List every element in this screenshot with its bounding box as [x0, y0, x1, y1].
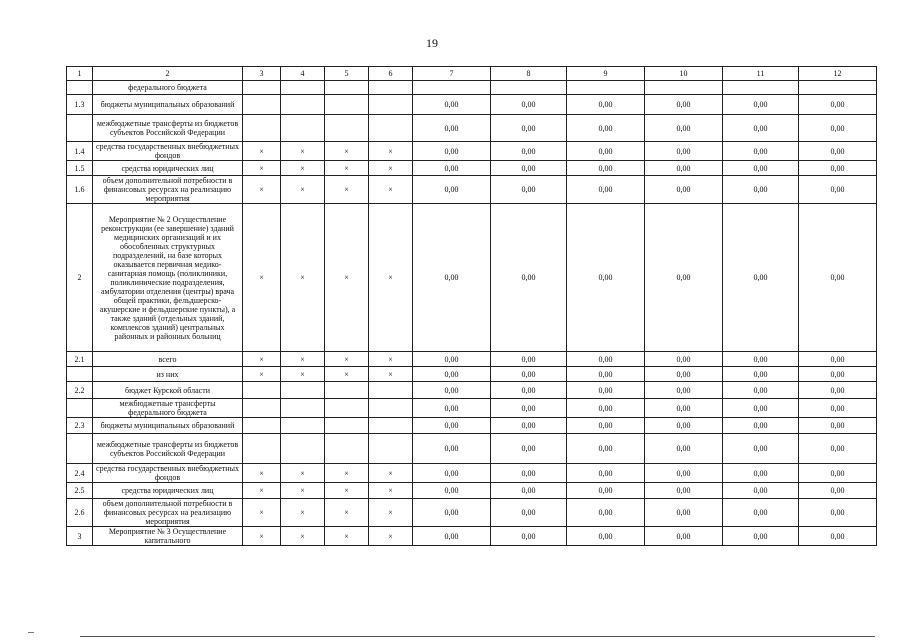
- value-cell: 0,00: [645, 176, 723, 204]
- row-number-cell: 2.2: [67, 382, 93, 399]
- value-cell: 0,00: [645, 352, 723, 367]
- row-name-cell: межбюджетные трансферты из бюджетов субъектов Российской Федерации: [93, 434, 243, 464]
- value-cell: ×: [243, 204, 281, 352]
- value-cell: 0,00: [645, 418, 723, 434]
- value-cell: [281, 399, 325, 418]
- value-cell: 0,00: [413, 367, 491, 382]
- value-cell: [325, 399, 369, 418]
- row-number-cell: [67, 81, 93, 95]
- value-cell: 0,00: [799, 483, 877, 499]
- value-cell: ×: [325, 367, 369, 382]
- row-number-cell: 1.3: [67, 95, 93, 115]
- page-number: 19: [426, 36, 438, 50]
- row-name-cell: средства юридических лиц: [93, 161, 243, 176]
- page-bottom-line: [80, 636, 875, 637]
- row-name-cell: средства государственных внебюджетных фондов: [93, 464, 243, 483]
- value-cell: ×: [243, 352, 281, 367]
- header-cell: 7: [413, 67, 491, 81]
- row-name-cell: из них: [93, 367, 243, 382]
- header-cell: 8: [491, 67, 567, 81]
- value-cell: [799, 81, 877, 95]
- value-cell: [413, 81, 491, 95]
- value-cell: 0,00: [567, 352, 645, 367]
- value-cell: 0,00: [645, 382, 723, 399]
- value-cell: ×: [281, 176, 325, 204]
- value-cell: 0,00: [567, 115, 645, 142]
- value-cell: 0,00: [567, 176, 645, 204]
- value-cell: ×: [281, 352, 325, 367]
- value-cell: 0,00: [567, 161, 645, 176]
- value-cell: ×: [281, 464, 325, 483]
- value-cell: 0,00: [413, 161, 491, 176]
- value-cell: 0,00: [723, 382, 799, 399]
- row-name-cell: всего: [93, 352, 243, 367]
- value-cell: ×: [325, 352, 369, 367]
- value-cell: [369, 95, 413, 115]
- value-cell: [243, 418, 281, 434]
- value-cell: 0,00: [723, 115, 799, 142]
- value-cell: ×: [243, 142, 281, 161]
- value-cell: [281, 382, 325, 399]
- table-row: [67, 434, 877, 464]
- row-number-cell: 2.5: [67, 483, 93, 499]
- value-cell: 0,00: [413, 142, 491, 161]
- value-cell: [567, 81, 645, 95]
- value-cell: 0,00: [567, 527, 645, 546]
- value-cell: 0,00: [491, 399, 567, 418]
- value-cell: ×: [369, 352, 413, 367]
- value-cell: 0,00: [413, 204, 491, 352]
- value-cell: 0,00: [413, 399, 491, 418]
- value-cell: 0,00: [645, 204, 723, 352]
- value-cell: 0,00: [799, 434, 877, 464]
- row-number-cell: 2.1: [67, 352, 93, 367]
- value-cell: ×: [281, 204, 325, 352]
- value-cell: 0,00: [413, 115, 491, 142]
- table-row: [67, 418, 877, 434]
- value-cell: [325, 95, 369, 115]
- value-cell: ×: [325, 142, 369, 161]
- value-cell: [369, 418, 413, 434]
- value-cell: 0,00: [799, 161, 877, 176]
- value-cell: 0,00: [491, 382, 567, 399]
- row-name-cell: бюджет Курской области: [93, 382, 243, 399]
- table-row: [67, 142, 877, 161]
- table-row: [67, 367, 877, 382]
- value-cell: 0,00: [799, 464, 877, 483]
- row-name-cell: объем дополнительной потребности в финансовых ресурсах на реализацию мероприятия: [93, 176, 243, 204]
- table-row: [67, 499, 877, 527]
- value-cell: 0,00: [645, 464, 723, 483]
- value-cell: ×: [369, 464, 413, 483]
- value-cell: ×: [243, 483, 281, 499]
- table-row: [67, 464, 877, 483]
- value-cell: 0,00: [645, 142, 723, 161]
- value-cell: 0,00: [567, 382, 645, 399]
- value-cell: 0,00: [723, 464, 799, 483]
- value-cell: 0,00: [567, 367, 645, 382]
- table-row: [67, 204, 877, 352]
- value-cell: 0,00: [567, 399, 645, 418]
- table-body: [67, 81, 877, 546]
- header-cell: 5: [325, 67, 369, 81]
- value-cell: ×: [369, 204, 413, 352]
- row-name-cell: Мероприятие № 2 Осуществление реконструкции (ее завершение) зданий медицинских организаций и их обособленных структурных подразделений, на базе которых оказывается первичная медико-санитарная помощь (поликлиники, поликлинические подразделения, амбулатории отделения (центры) врача общей практики, фельдшерско- акушерские и фельдшерские пункты), а также зданий (отдельных зданий, комплексов зданий) центральных районных и районных больниц: [93, 204, 243, 352]
- value-cell: 0,00: [413, 499, 491, 527]
- row-number-cell: 2: [67, 204, 93, 352]
- value-cell: 0,00: [799, 399, 877, 418]
- value-cell: 0,00: [491, 176, 567, 204]
- row-number-cell: 1.6: [67, 176, 93, 204]
- value-cell: 0,00: [799, 418, 877, 434]
- value-cell: ×: [369, 367, 413, 382]
- row-name-cell: федерального бюджета: [93, 81, 243, 95]
- row-name-cell: межбюджетные трансферты из бюджетов субъектов Российской Федерации: [93, 115, 243, 142]
- value-cell: 0,00: [413, 483, 491, 499]
- value-cell: ×: [281, 367, 325, 382]
- row-number-cell: 3: [67, 527, 93, 546]
- value-cell: ×: [369, 161, 413, 176]
- value-cell: 0,00: [723, 483, 799, 499]
- value-cell: ×: [369, 527, 413, 546]
- value-cell: [243, 95, 281, 115]
- value-cell: 0,00: [723, 352, 799, 367]
- row-number-cell: 2.4: [67, 464, 93, 483]
- value-cell: 0,00: [491, 464, 567, 483]
- header-cell: 12: [799, 67, 877, 81]
- value-cell: [281, 95, 325, 115]
- margin-tick: [28, 632, 34, 633]
- value-cell: 0,00: [413, 434, 491, 464]
- value-cell: 0,00: [567, 95, 645, 115]
- value-cell: ×: [281, 499, 325, 527]
- row-number-cell: 2.6: [67, 499, 93, 527]
- value-cell: 0,00: [567, 204, 645, 352]
- row-number-cell: 1.4: [67, 142, 93, 161]
- value-cell: 0,00: [491, 499, 567, 527]
- value-cell: [369, 115, 413, 142]
- value-cell: 0,00: [799, 352, 877, 367]
- value-cell: ×: [325, 483, 369, 499]
- value-cell: [243, 399, 281, 418]
- value-cell: [325, 81, 369, 95]
- row-number-cell: 1.5: [67, 161, 93, 176]
- value-cell: 0,00: [491, 434, 567, 464]
- value-cell: [369, 434, 413, 464]
- value-cell: ×: [281, 483, 325, 499]
- value-cell: [243, 434, 281, 464]
- value-cell: 0,00: [645, 483, 723, 499]
- value-cell: ×: [325, 499, 369, 527]
- row-number-cell: 2.3: [67, 418, 93, 434]
- value-cell: 0,00: [799, 527, 877, 546]
- row-name-cell: объем дополнительной потребности в финансовых ресурсах на реализацию мероприятия: [93, 499, 243, 527]
- value-cell: 0,00: [413, 95, 491, 115]
- value-cell: 0,00: [645, 399, 723, 418]
- header-cell: 9: [567, 67, 645, 81]
- value-cell: 0,00: [799, 115, 877, 142]
- value-cell: [645, 81, 723, 95]
- value-cell: 0,00: [799, 367, 877, 382]
- value-cell: 0,00: [491, 115, 567, 142]
- value-cell: [281, 418, 325, 434]
- value-cell: 0,00: [491, 527, 567, 546]
- value-cell: ×: [243, 367, 281, 382]
- table-row: [67, 352, 877, 367]
- value-cell: 0,00: [723, 499, 799, 527]
- value-cell: 0,00: [491, 161, 567, 176]
- value-cell: ×: [369, 483, 413, 499]
- value-cell: 0,00: [567, 483, 645, 499]
- value-cell: [243, 115, 281, 142]
- value-cell: ×: [243, 176, 281, 204]
- value-cell: 0,00: [645, 499, 723, 527]
- value-cell: ×: [325, 527, 369, 546]
- value-cell: 0,00: [645, 434, 723, 464]
- value-cell: [243, 382, 281, 399]
- table-row: [67, 399, 877, 418]
- value-cell: ×: [369, 176, 413, 204]
- value-cell: 0,00: [645, 161, 723, 176]
- table-row: [67, 161, 877, 176]
- value-cell: ×: [325, 161, 369, 176]
- value-cell: ×: [243, 161, 281, 176]
- row-number-cell: [67, 115, 93, 142]
- table-row: [67, 176, 877, 204]
- value-cell: 0,00: [491, 95, 567, 115]
- value-cell: [325, 418, 369, 434]
- table-row: [67, 95, 877, 115]
- value-cell: 0,00: [491, 142, 567, 161]
- value-cell: [491, 81, 567, 95]
- value-cell: [325, 382, 369, 399]
- value-cell: 0,00: [567, 464, 645, 483]
- header-cell: 10: [645, 67, 723, 81]
- value-cell: 0,00: [723, 204, 799, 352]
- value-cell: 0,00: [491, 367, 567, 382]
- value-cell: 0,00: [645, 95, 723, 115]
- row-name-cell: средства государственных внебюджетных фондов: [93, 142, 243, 161]
- row-name-cell: межбюджетные трансферты федерального бюджета: [93, 399, 243, 418]
- value-cell: 0,00: [799, 176, 877, 204]
- value-cell: 0,00: [799, 499, 877, 527]
- value-cell: 0,00: [413, 418, 491, 434]
- value-cell: 0,00: [567, 142, 645, 161]
- table-header-row: [67, 67, 877, 81]
- value-cell: 0,00: [723, 95, 799, 115]
- table-row: [67, 115, 877, 142]
- value-cell: 0,00: [723, 399, 799, 418]
- budget-table: [66, 66, 877, 546]
- value-cell: 0,00: [567, 499, 645, 527]
- value-cell: 0,00: [723, 176, 799, 204]
- value-cell: 0,00: [723, 527, 799, 546]
- header-cell: 1: [67, 67, 93, 81]
- value-cell: 0,00: [723, 367, 799, 382]
- value-cell: 0,00: [413, 464, 491, 483]
- value-cell: ×: [243, 499, 281, 527]
- value-cell: [369, 81, 413, 95]
- value-cell: [281, 434, 325, 464]
- value-cell: ×: [369, 499, 413, 527]
- header-cell: 4: [281, 67, 325, 81]
- value-cell: 0,00: [799, 204, 877, 352]
- table-row: [67, 382, 877, 399]
- value-cell: ×: [325, 204, 369, 352]
- value-cell: ×: [325, 464, 369, 483]
- row-name-cell: бюджеты муниципальных образований: [93, 418, 243, 434]
- value-cell: ×: [369, 142, 413, 161]
- value-cell: 0,00: [799, 142, 877, 161]
- value-cell: 0,00: [723, 161, 799, 176]
- value-cell: 0,00: [723, 418, 799, 434]
- value-cell: 0,00: [567, 418, 645, 434]
- row-name-cell: Мероприятие № 3 Осуществление капитального: [93, 527, 243, 546]
- row-number-cell: [67, 399, 93, 418]
- value-cell: [243, 81, 281, 95]
- value-cell: ×: [281, 527, 325, 546]
- value-cell: 0,00: [413, 352, 491, 367]
- value-cell: 0,00: [413, 382, 491, 399]
- row-name-cell: бюджеты муниципальных образований: [93, 95, 243, 115]
- value-cell: [369, 382, 413, 399]
- value-cell: 0,00: [413, 176, 491, 204]
- value-cell: 0,00: [799, 382, 877, 399]
- value-cell: [369, 399, 413, 418]
- row-number-cell: [67, 434, 93, 464]
- table-row: [67, 527, 877, 546]
- value-cell: 0,00: [413, 527, 491, 546]
- value-cell: 0,00: [491, 483, 567, 499]
- value-cell: [281, 81, 325, 95]
- value-cell: 0,00: [799, 95, 877, 115]
- value-cell: ×: [281, 161, 325, 176]
- header-cell: 11: [723, 67, 799, 81]
- value-cell: 0,00: [491, 418, 567, 434]
- table-row: [67, 81, 877, 95]
- value-cell: [281, 115, 325, 142]
- row-name-cell: средства юридических лиц: [93, 483, 243, 499]
- value-cell: 0,00: [567, 434, 645, 464]
- value-cell: 0,00: [491, 352, 567, 367]
- value-cell: 0,00: [645, 367, 723, 382]
- value-cell: 0,00: [645, 115, 723, 142]
- value-cell: 0,00: [491, 204, 567, 352]
- header-cell: 3: [243, 67, 281, 81]
- value-cell: ×: [325, 176, 369, 204]
- row-number-cell: [67, 367, 93, 382]
- value-cell: [325, 434, 369, 464]
- value-cell: 0,00: [645, 527, 723, 546]
- value-cell: [325, 115, 369, 142]
- header-cell: 2: [93, 67, 243, 81]
- value-cell: 0,00: [723, 142, 799, 161]
- table-row: [67, 483, 877, 499]
- value-cell: ×: [243, 464, 281, 483]
- value-cell: 0,00: [723, 434, 799, 464]
- header-cell: 6: [369, 67, 413, 81]
- value-cell: [723, 81, 799, 95]
- value-cell: ×: [243, 527, 281, 546]
- value-cell: ×: [281, 142, 325, 161]
